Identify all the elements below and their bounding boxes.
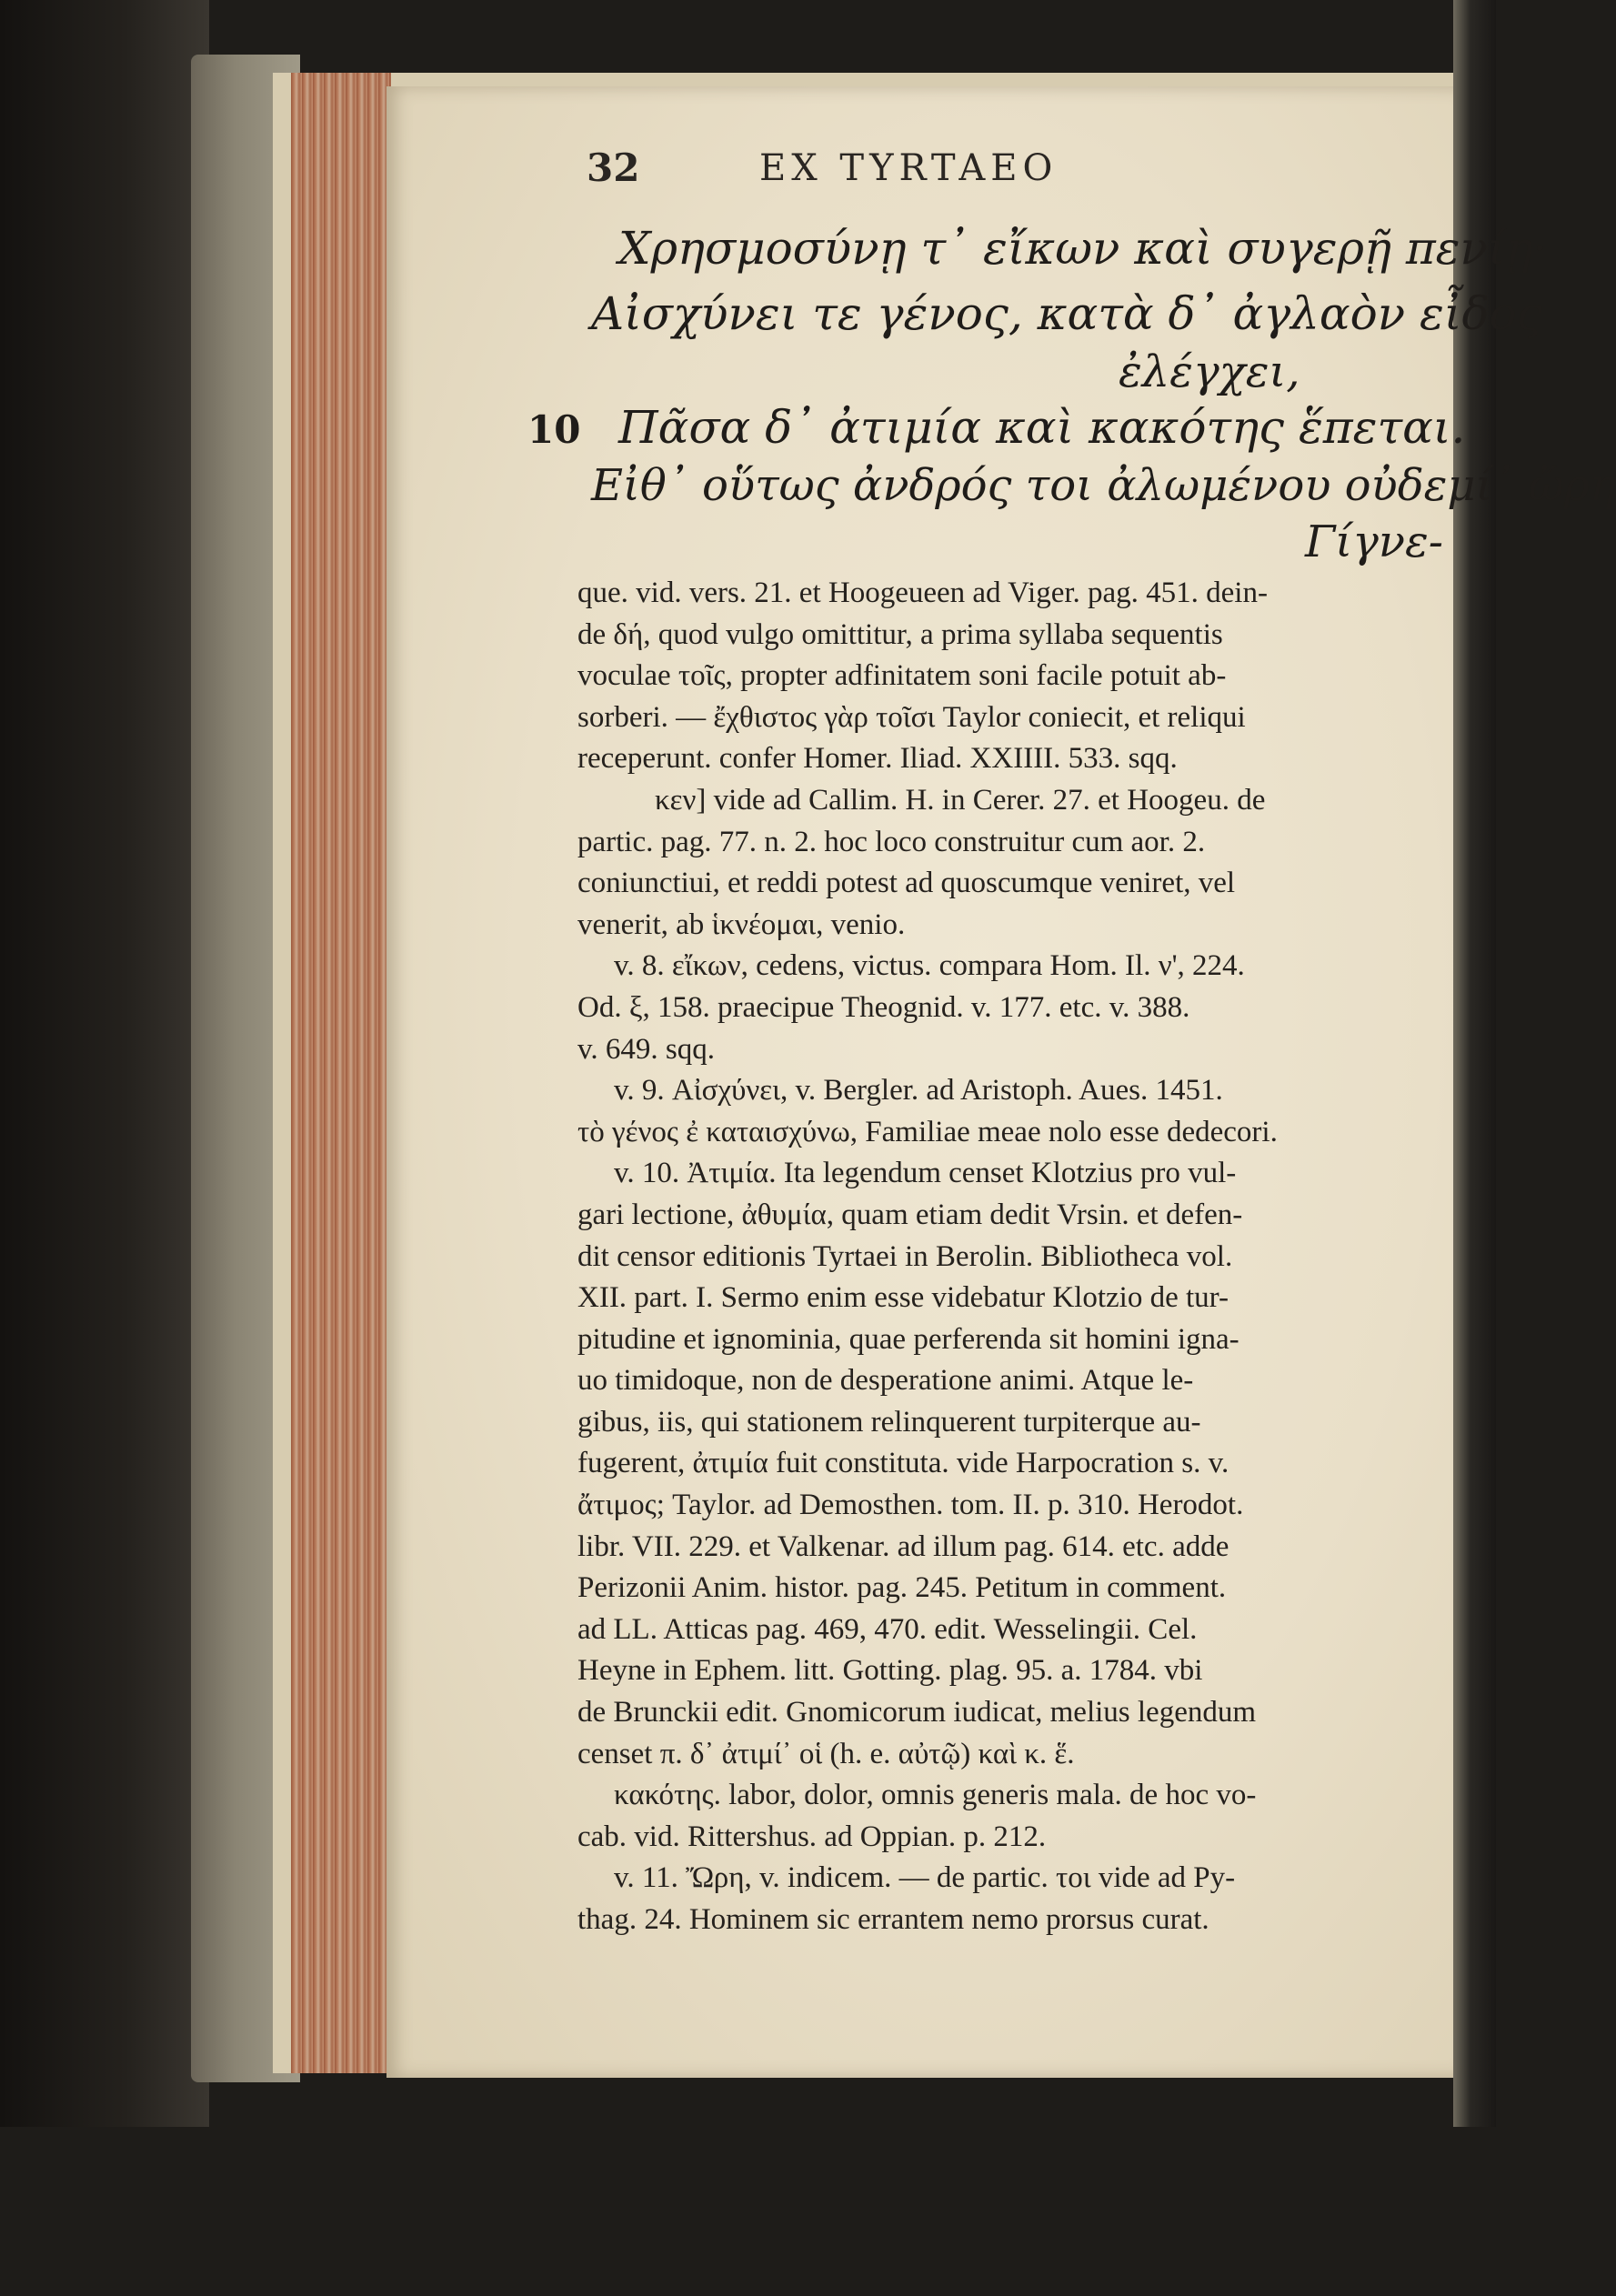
note-line: gibus, iis, qui stationem relinquerent turpiterque au- xyxy=(577,1402,1441,1444)
verse-line: ἐλέγχει, xyxy=(1119,350,1300,394)
note-line: τὸ γένος ἐ καταισχύνω, Familiae meae nolo esse dedecori. xyxy=(577,1112,1441,1154)
note-line: v. 649. sqq. xyxy=(577,1029,1441,1071)
book-cover-shadow xyxy=(0,0,209,2127)
verse-line-number: 10 xyxy=(527,407,580,452)
verse-line: Πᾶσα δ᾽ ἀτιμία καὶ κακότης ἕπεται. xyxy=(618,405,1465,450)
page-number: 32 xyxy=(587,145,639,190)
note-line: coniunctiui, et reddi potest ad quoscumque veniret, vel xyxy=(577,863,1441,905)
note-line: thag. 24. Hominem sic errantem nemo prorsus curat. xyxy=(577,1900,1441,1941)
note-line: libr. VII. 229. et Valkenar. ad illum pag. 614. etc. adde xyxy=(577,1527,1441,1569)
note-line: XII. part. I. Sermo enim esse videbatur Klotzio de tur- xyxy=(577,1278,1441,1319)
note-line: uo timidoque, non de desperatione animi. Atque le- xyxy=(577,1360,1441,1402)
verse-line: Εἰθ᾽ οὕτως ἀνδρός τοι ἀλωμένου οὐδεμί᾽ ὤρη xyxy=(591,464,1616,507)
note-line: de Brunckii edit. Gnomicorum iudicat, melius legendum xyxy=(577,1692,1441,1734)
note-line: pitudine et ignominia, quae perferenda sit homini igna- xyxy=(577,1319,1441,1361)
note-line: venerit, ab ἱκνέομαι, venio. xyxy=(577,905,1441,947)
note-line: κακότης. labor, dolor, omnis generis mala. de hoc vo- xyxy=(577,1775,1441,1817)
note-line: sorberi. — ἔχθιστος γὰρ τοῖσι Taylor coniecit, et reliqui xyxy=(577,697,1441,739)
page-edge-stripes xyxy=(291,73,391,2073)
note-line: partic. pag. 77. n. 2. hoc loco construitur cum aor. 2. xyxy=(577,822,1441,864)
note-line: Heyne in Ephem. litt. Gotting. plag. 95. a. 1784. vbi xyxy=(577,1650,1441,1692)
note-line: v. 9. Αἰσχύνει, v. Bergler. ad Aristoph. Aues. 1451. xyxy=(577,1070,1441,1112)
note-line: ἄτιμος; Taylor. ad Demosthen. tom. II. p. 310. Herodot. xyxy=(577,1485,1441,1527)
note-line: Perizonii Anim. histor. pag. 245. Petitum in comment. xyxy=(577,1568,1441,1609)
note-line: voculae τοῖς, propter adfinitatem soni facile potuit ab- xyxy=(577,656,1441,697)
note-line: dit censor editionis Tyrtaei in Berolin. Bibliotheca vol. xyxy=(577,1237,1441,1278)
note-line: cab. vid. Rittershus. ad Oppian. p. 212. xyxy=(577,1817,1441,1859)
note-line: ad LL. Atticas pag. 469, 470. edit. Wesselingii. Cel. xyxy=(577,1609,1441,1651)
note-line: censet π. δ᾽ ἀτιμί᾽ οἱ (h. e. αὐτῷ) καὶ κ. ἕ. xyxy=(577,1734,1441,1776)
verse-line: Γίγνε- xyxy=(1305,520,1443,564)
running-title: EX TYRTAEO xyxy=(759,147,1058,189)
note-line: gari lectione, ἀθυμία, quam etiam dedit Vrsin. et defen- xyxy=(577,1195,1441,1237)
note-line: κεν] vide ad Callim. H. in Cerer. 27. et Hoogeu. de xyxy=(577,780,1441,822)
note-line: v. 8. εἴκων, cedens, victus. compara Hom. Il. ν', 224. xyxy=(577,946,1441,988)
note-line: v. 11. Ὤρη, v. indicem. — de partic. τοι vide ad Py- xyxy=(577,1858,1441,1900)
note-line: fugerent, ἀτιμία fuit constituta. vide Harpocration s. v. xyxy=(577,1443,1441,1485)
verse-line: Αἰσχύνει τε γένος, κατὰ δ᾽ ἀγλαὸν εἶδος xyxy=(591,291,1542,336)
verse-line: Χρησμοσύνῃ τ᾽ εἴκων καὶ συγερῇ πενίῃ· xyxy=(618,226,1547,271)
commentary-notes xyxy=(577,573,1441,1941)
note-line: que. vid. vers. 21. et Hoogeueen ad Viger. pag. 451. dein- xyxy=(577,573,1441,615)
note-line: Od. ξ, 158. praecipue Theognid. v. 177. etc. v. 388. xyxy=(577,988,1441,1029)
note-line: v. 10. Ἀτιμία. Ita legendum censet Klotzius pro vul- xyxy=(577,1153,1441,1195)
note-line: de δή, quod vulgo omittitur, a prima syllaba sequentis xyxy=(577,615,1441,657)
note-line: receperunt. confer Homer. Iliad. XXIIII. 533. sqq. xyxy=(577,738,1441,780)
